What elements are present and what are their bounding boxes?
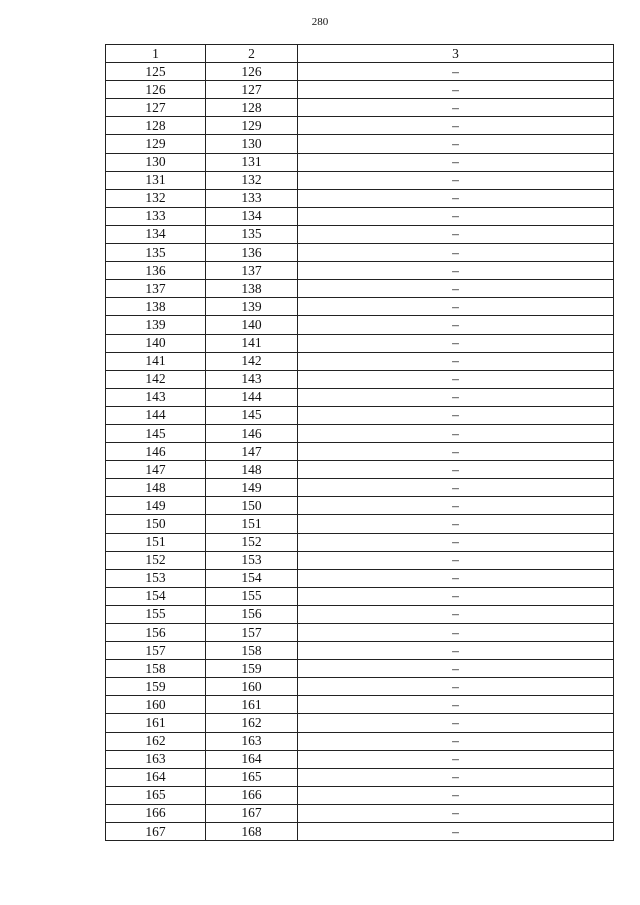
table-row [106, 696, 614, 714]
table-cell-col-2: 138 [206, 280, 298, 298]
table-cell-col-2: 148 [206, 461, 298, 479]
table-cell-col-2: 167 [206, 804, 298, 822]
table-cell-col-3: – [298, 533, 614, 551]
table-cell-col-1: 161 [106, 714, 206, 732]
table-cell-col-1: 142 [106, 370, 206, 388]
table-row [106, 479, 614, 497]
table-row [106, 244, 614, 262]
table-cell-col-2: 127 [206, 81, 298, 99]
table-cell-col-2: 146 [206, 424, 298, 442]
table-cell-col-1: 139 [106, 316, 206, 334]
table-cell-col-3: – [298, 388, 614, 406]
table-cell-col-3: – [298, 298, 614, 316]
table-cell-col-3: – [298, 696, 614, 714]
table-cell-col-2: 134 [206, 207, 298, 225]
table-cell-col-1: 136 [106, 262, 206, 280]
table-row [106, 135, 614, 153]
table-cell-col-1: 164 [106, 768, 206, 786]
table-row [106, 624, 614, 642]
table-cell-col-2: 129 [206, 117, 298, 135]
table-row [106, 153, 614, 171]
table-cell-col-1: 149 [106, 497, 206, 515]
table-cell-col-3: – [298, 334, 614, 352]
table-cell-col-2: 154 [206, 569, 298, 587]
table-row [106, 99, 614, 117]
table-cell-col-1: 158 [106, 660, 206, 678]
table-cell-col-3: – [298, 551, 614, 569]
table-cell-col-3: – [298, 624, 614, 642]
table-cell-col-3: – [298, 117, 614, 135]
table-cell-col-1: 129 [106, 135, 206, 153]
table-row [106, 424, 614, 442]
table-row [106, 443, 614, 461]
table-row [106, 768, 614, 786]
table-cell-col-1: 157 [106, 642, 206, 660]
table-row [106, 207, 614, 225]
table-row [106, 660, 614, 678]
table-cell-col-2: 137 [206, 262, 298, 280]
column-header-2: 2 [206, 45, 298, 63]
table-row [106, 81, 614, 99]
table-cell-col-2: 145 [206, 406, 298, 424]
table-cell-col-1: 152 [106, 551, 206, 569]
table-cell-col-3: – [298, 768, 614, 786]
table-cell-col-1: 154 [106, 587, 206, 605]
table-cell-col-2: 131 [206, 153, 298, 171]
table-cell-col-3: – [298, 714, 614, 732]
table-row [106, 678, 614, 696]
table-cell-col-3: – [298, 352, 614, 370]
table-cell-col-2: 143 [206, 370, 298, 388]
table-cell-col-1: 132 [106, 189, 206, 207]
table-cell-col-1: 125 [106, 63, 206, 81]
table-row [106, 732, 614, 750]
table-cell-col-3: – [298, 153, 614, 171]
table-cell-col-2: 168 [206, 823, 298, 841]
table-cell-col-3: – [298, 587, 614, 605]
table-cell-col-3: – [298, 207, 614, 225]
table-cell-col-3: – [298, 479, 614, 497]
table-row [106, 569, 614, 587]
table-cell-col-2: 149 [206, 479, 298, 497]
table-cell-col-2: 151 [206, 515, 298, 533]
table-cell-col-2: 136 [206, 244, 298, 262]
table-cell-col-2: 130 [206, 135, 298, 153]
table-cell-col-3: – [298, 461, 614, 479]
table-cell-col-1: 141 [106, 352, 206, 370]
table-cell-col-1: 167 [106, 823, 206, 841]
table-cell-col-2: 159 [206, 660, 298, 678]
page-number: 280 [311, 16, 329, 28]
column-header-1: 1 [106, 45, 206, 63]
table-cell-col-2: 156 [206, 605, 298, 623]
table-cell-col-2: 133 [206, 189, 298, 207]
table-cell-col-2: 161 [206, 696, 298, 714]
table-cell-col-3: – [298, 823, 614, 841]
table-cell-col-3: – [298, 244, 614, 262]
table-cell-col-3: – [298, 443, 614, 461]
table-cell-col-1: 147 [106, 461, 206, 479]
table-cell-col-3: – [298, 99, 614, 117]
table-cell-col-3: – [298, 262, 614, 280]
table-row [106, 316, 614, 334]
table-row [106, 804, 614, 822]
table-cell-col-2: 153 [206, 551, 298, 569]
table-cell-col-1: 144 [106, 406, 206, 424]
table-row [106, 587, 614, 605]
table-cell-col-1: 145 [106, 424, 206, 442]
table-row [106, 515, 614, 533]
table-cell-col-3: – [298, 678, 614, 696]
table-cell-col-3: – [298, 605, 614, 623]
table-row [106, 642, 614, 660]
table-cell-col-1: 131 [106, 171, 206, 189]
table-row [106, 189, 614, 207]
table-row [106, 352, 614, 370]
table-cell-col-1: 150 [106, 515, 206, 533]
table-cell-col-1: 137 [106, 280, 206, 298]
table-cell-col-3: – [298, 515, 614, 533]
table-cell-col-2: 155 [206, 587, 298, 605]
table-cell-col-2: 160 [206, 678, 298, 696]
table-cell-col-2: 128 [206, 99, 298, 117]
table-cell-col-1: 138 [106, 298, 206, 316]
table-cell-col-2: 135 [206, 225, 298, 243]
table-cell-col-3: – [298, 497, 614, 515]
table-cell-col-2: 141 [206, 334, 298, 352]
table-cell-col-3: – [298, 660, 614, 678]
table-cell-col-2: 164 [206, 750, 298, 768]
table-cell-col-2: 126 [206, 63, 298, 81]
table-cell-col-2: 144 [206, 388, 298, 406]
table-row [106, 605, 614, 623]
table-cell-col-1: 160 [106, 696, 206, 714]
table-cell-col-3: – [298, 81, 614, 99]
table-cell-col-1: 166 [106, 804, 206, 822]
table-row [106, 406, 614, 424]
table-cell-col-2: 165 [206, 768, 298, 786]
table-cell-col-1: 128 [106, 117, 206, 135]
table-cell-col-1: 133 [106, 207, 206, 225]
table-row [106, 370, 614, 388]
table-cell-col-1: 156 [106, 624, 206, 642]
table-cell-col-2: 139 [206, 298, 298, 316]
table-row [106, 334, 614, 352]
table-cell-col-3: – [298, 569, 614, 587]
table-cell-col-3: – [298, 135, 614, 153]
table-row [106, 533, 614, 551]
table-cell-col-3: – [298, 189, 614, 207]
table-cell-col-1: 162 [106, 732, 206, 750]
table-cell-col-2: 158 [206, 642, 298, 660]
table-row [106, 171, 614, 189]
table-cell-col-1: 146 [106, 443, 206, 461]
table-body [106, 63, 614, 841]
table-cell-col-1: 135 [106, 244, 206, 262]
data-table [105, 44, 614, 841]
table-cell-col-2: 150 [206, 497, 298, 515]
table-cell-col-1: 151 [106, 533, 206, 551]
table-cell-col-3: – [298, 316, 614, 334]
table-row [106, 786, 614, 804]
table-cell-col-2: 140 [206, 316, 298, 334]
table-header [106, 45, 614, 63]
table-row [106, 388, 614, 406]
table-cell-col-2: 142 [206, 352, 298, 370]
table-row [106, 823, 614, 841]
table-row [106, 117, 614, 135]
table-cell-col-3: – [298, 63, 614, 81]
table-row [106, 280, 614, 298]
table-cell-col-3: – [298, 750, 614, 768]
table-cell-col-1: 134 [106, 225, 206, 243]
table-row [106, 750, 614, 768]
table-cell-col-2: 163 [206, 732, 298, 750]
table-cell-col-3: – [298, 225, 614, 243]
table-cell-col-2: 132 [206, 171, 298, 189]
table-cell-col-3: – [298, 370, 614, 388]
table-cell-col-3: – [298, 786, 614, 804]
table-row [106, 262, 614, 280]
table-cell-col-1: 143 [106, 388, 206, 406]
table-row [106, 298, 614, 316]
table-cell-col-1: 126 [106, 81, 206, 99]
table-cell-col-1: 155 [106, 605, 206, 623]
table-cell-col-2: 166 [206, 786, 298, 804]
table-row [106, 714, 614, 732]
table-row [106, 497, 614, 515]
table-cell-col-1: 130 [106, 153, 206, 171]
table-cell-col-3: – [298, 804, 614, 822]
table-cell-col-2: 147 [206, 443, 298, 461]
column-header-3: 3 [298, 45, 614, 63]
table-cell-col-1: 127 [106, 99, 206, 117]
table-cell-col-3: – [298, 732, 614, 750]
table-row [106, 63, 614, 81]
table-cell-col-1: 148 [106, 479, 206, 497]
table-row [106, 551, 614, 569]
table-cell-col-2: 157 [206, 624, 298, 642]
table-cell-col-1: 163 [106, 750, 206, 768]
header-row [106, 45, 614, 63]
table-cell-col-1: 140 [106, 334, 206, 352]
table-row [106, 225, 614, 243]
table-row [106, 461, 614, 479]
table-cell-col-2: 152 [206, 533, 298, 551]
table-cell-col-1: 153 [106, 569, 206, 587]
table-cell-col-3: – [298, 406, 614, 424]
table-cell-col-1: 159 [106, 678, 206, 696]
table-cell-col-3: – [298, 171, 614, 189]
table-cell-col-3: – [298, 642, 614, 660]
table-cell-col-3: – [298, 424, 614, 442]
table-cell-col-1: 165 [106, 786, 206, 804]
table-cell-col-3: – [298, 280, 614, 298]
table-cell-col-2: 162 [206, 714, 298, 732]
